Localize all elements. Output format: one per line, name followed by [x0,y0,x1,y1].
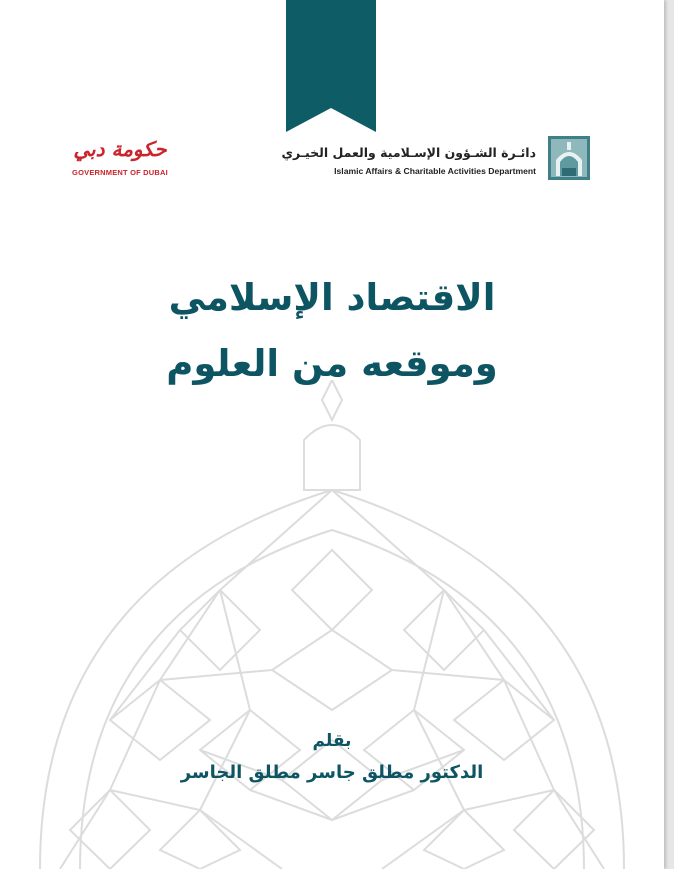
bookmark-ribbon [286,0,376,132]
author-label: بقلم [312,731,352,751]
dubai-logo-arabic: حكومة دبي [73,137,167,161]
book-title-line-2: وموقعه من العلوم [166,342,498,385]
author-name: الدكتور مطلق جاسر مطلق الجاسر [180,762,484,783]
department-name-english: Islamic Affairs & Charitable Activities Department [334,166,536,176]
geometric-dome-pattern [0,380,664,869]
department-logo [280,136,600,184]
government-of-dubai-logo [60,136,180,184]
mosque-dome-logo-icon [548,136,590,180]
book-title-line-1: الاقتصاد الإسلامي [168,276,496,319]
dubai-logo-english: GOVERNMENT OF DUBAI [72,168,168,177]
department-name-arabic: دائـرة الشـؤون الإسـلامية والعمل الخيـري [281,145,536,160]
